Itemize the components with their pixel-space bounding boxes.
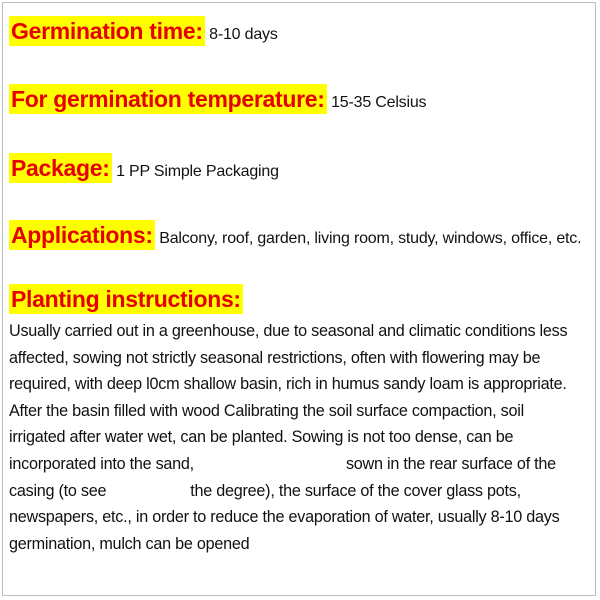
applications-row	[9, 220, 581, 250]
instruction-fragment: incorporated into the sand,	[9, 454, 194, 473]
germination-temperature-value: 15-35 Celsius	[331, 94, 427, 111]
package-label: Package:	[11, 155, 110, 181]
instruction-line-split	[9, 451, 593, 478]
instruction-line: affected, sowing not strictly seasonal restrictions, often with flowering may be	[9, 348, 541, 367]
planting-instructions-heading-row	[9, 284, 243, 314]
instruction-fragment: sown in the rear surface of the	[345, 454, 556, 473]
instruction-line: irrigated after water wet, can be planted. Sowing is not too dense, can be	[9, 428, 514, 447]
instruction-line: germination, mulch can be opened	[9, 534, 250, 553]
planting-instructions-text	[9, 318, 593, 557]
package-row	[9, 153, 279, 183]
applications-value: Balcony, roof, garden, living room, study, windows, office, etc.	[159, 230, 582, 247]
germination-temperature-row	[9, 84, 426, 114]
planting-instructions-label: Planting instructions:	[11, 286, 241, 312]
germination-time-label: Germination time:	[11, 18, 203, 44]
germination-time-row	[9, 16, 278, 46]
instruction-line: required, with deep l0cm shallow basin, rich in humus sandy loam is appropriate.	[9, 375, 567, 394]
instruction-line: newspapers, etc., in order to reduce the evaporation of water, usually 8-10 days	[9, 508, 560, 527]
package-value: 1 PP Simple Packaging	[116, 163, 279, 180]
instruction-line: Usually carried out in a greenhouse, due to seasonal and climatic conditions less	[9, 322, 568, 340]
applications-label: Applications:	[11, 222, 153, 248]
instruction-fragment: casing (to see	[9, 481, 107, 500]
germination-time-value: 8-10 days	[209, 26, 278, 43]
instruction-line: After the basin filled with wood Calibrating the soil surface compaction, soil	[9, 401, 524, 420]
germination-temperature-label: For germination temperature:	[11, 86, 325, 112]
instruction-line-split	[9, 478, 593, 505]
instruction-fragment: the degree), the surface of the cover glass pots,	[190, 481, 521, 500]
